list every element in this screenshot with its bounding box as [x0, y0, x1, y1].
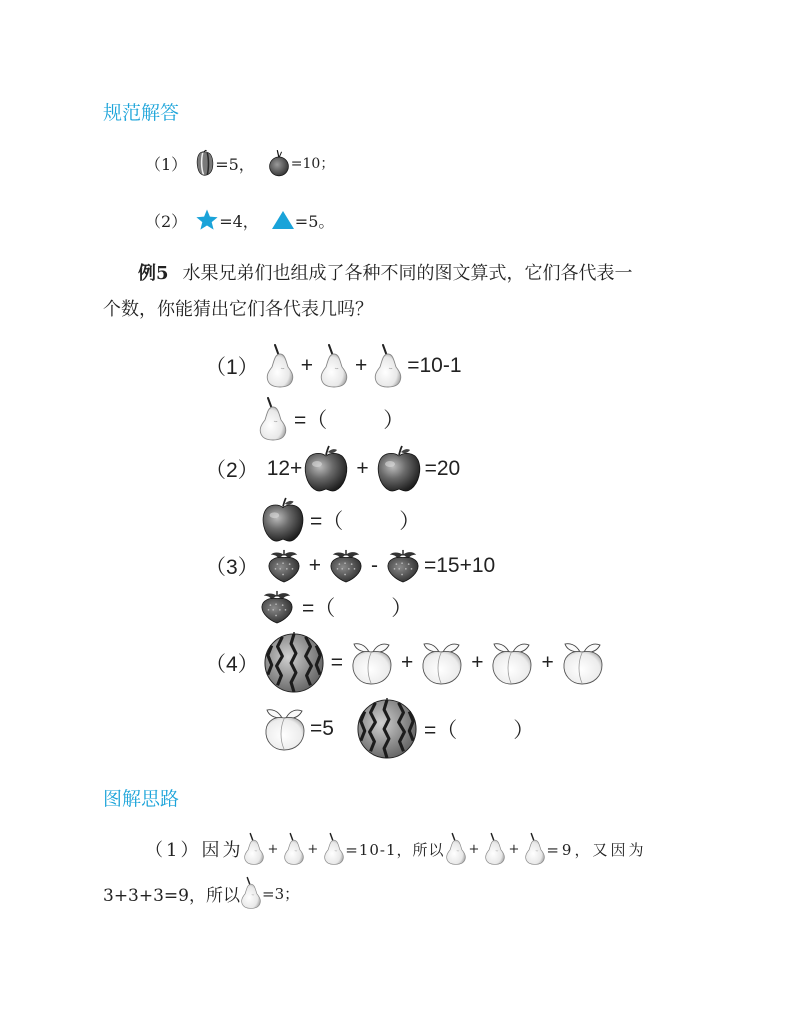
- idea-text-c: =9，又因为: [546, 840, 647, 859]
- strawberry-icon: [327, 549, 365, 583]
- apple-icon: [260, 497, 306, 543]
- answer-1-label: （1）: [145, 154, 188, 174]
- question-1-rhs: =10-1: [407, 354, 462, 377]
- answer-line-2: [145, 208, 334, 232]
- peach-icon: [419, 640, 465, 686]
- idea-line-1: [145, 832, 646, 866]
- question-2: [205, 445, 460, 493]
- section-heading-answer: 规范解答: [103, 102, 180, 124]
- peach-icon: [262, 706, 308, 752]
- pear-icon: [323, 832, 345, 866]
- answer-blank-open: =（: [423, 719, 458, 742]
- pepper-icon: [195, 148, 215, 178]
- pear-icon: [524, 832, 546, 866]
- star-icon: [195, 208, 219, 232]
- answer-blank-close: ）: [383, 409, 405, 432]
- plus-sign: +: [541, 651, 554, 674]
- answer-2-value-a: =4，: [219, 211, 259, 231]
- pear-icon: [484, 832, 506, 866]
- idea-text-a: （1）因为: [145, 840, 244, 861]
- plus-sign: +: [300, 354, 313, 377]
- example-line-1: 水果兄弟们也组成了各种不同的图文算式，它们各代表一: [182, 263, 633, 284]
- question-3-label: （3）: [205, 556, 259, 579]
- question-4: [205, 632, 606, 694]
- plus-sign: +: [471, 651, 484, 674]
- peach-icon: [489, 640, 535, 686]
- plus-sign: +: [354, 354, 368, 377]
- question-2-rhs: =20: [424, 457, 461, 480]
- idea-text-e: =3；: [262, 884, 300, 903]
- idea-text-d: 3+3+3=9，所以: [103, 885, 240, 906]
- example-label: 例5: [138, 263, 169, 284]
- plus-sign: +: [400, 651, 414, 674]
- strawberry-icon: [258, 590, 296, 624]
- strawberry-icon: [384, 549, 422, 583]
- pear-icon: [265, 344, 295, 388]
- idea-line-2: [103, 876, 299, 910]
- question-4-answer: [262, 698, 534, 760]
- question-2-answer: [260, 497, 420, 543]
- plus-sign: +: [308, 554, 321, 577]
- answer-blank-open: =（: [310, 510, 344, 533]
- answer-blank-open: =（: [302, 597, 336, 620]
- question-3: [205, 549, 495, 583]
- answer-blank-close: ）: [399, 510, 421, 533]
- watermelon-icon: [263, 632, 325, 694]
- plus-sign: +: [356, 457, 369, 480]
- plus-sign: +: [468, 841, 483, 857]
- watermelon-icon: [356, 698, 418, 760]
- section-heading-idea: 图解思路: [103, 788, 180, 810]
- apple-icon: [375, 445, 423, 493]
- question-2-lhs: 12+: [266, 457, 303, 480]
- answer-1-value-a: =5，: [215, 154, 255, 174]
- plus-sign: +: [307, 841, 322, 857]
- question-1-answer: [258, 397, 404, 441]
- question-1: [205, 344, 462, 388]
- pear-icon: [445, 832, 467, 866]
- pear-icon: [319, 344, 349, 388]
- answer-blank-close: ）: [391, 597, 413, 620]
- question-3-answer: [258, 590, 412, 624]
- apple-icon: [302, 445, 350, 493]
- example-line-2: 个数，你能猜出它们各代表几吗？: [103, 299, 373, 320]
- peach-icon: [349, 640, 395, 686]
- answer-blank-open: =（: [294, 409, 328, 432]
- answer-1-value-b: =10；: [290, 156, 335, 172]
- answer-blank-close: ）: [513, 719, 535, 742]
- plus-sign: +: [508, 841, 523, 857]
- equals-sign: =: [330, 651, 343, 674]
- pear-icon: [283, 832, 305, 866]
- question-2-label: （2）: [205, 459, 259, 482]
- minus-sign: -: [370, 554, 378, 577]
- pear-icon: [258, 397, 288, 441]
- question-4-label: （4）: [205, 653, 259, 676]
- question-1-label: （1）: [205, 356, 259, 379]
- onion-icon: [267, 148, 291, 178]
- answer-2-label: （2）: [145, 211, 188, 231]
- triangle-icon: [271, 210, 295, 230]
- question-3-rhs: =15+10: [423, 554, 496, 577]
- pear-icon: [240, 876, 262, 910]
- strawberry-icon: [265, 549, 303, 583]
- example-paragraph: [103, 256, 703, 328]
- plus-sign: +: [267, 841, 282, 857]
- question-4-given: =5: [310, 717, 334, 740]
- idea-text-b: =10-1，所以: [345, 840, 445, 859]
- answer-line-1: [145, 148, 334, 178]
- pear-icon: [243, 832, 265, 866]
- peach-icon: [560, 640, 606, 686]
- answer-2-value-b: =5。: [294, 211, 335, 231]
- pear-icon: [373, 344, 403, 388]
